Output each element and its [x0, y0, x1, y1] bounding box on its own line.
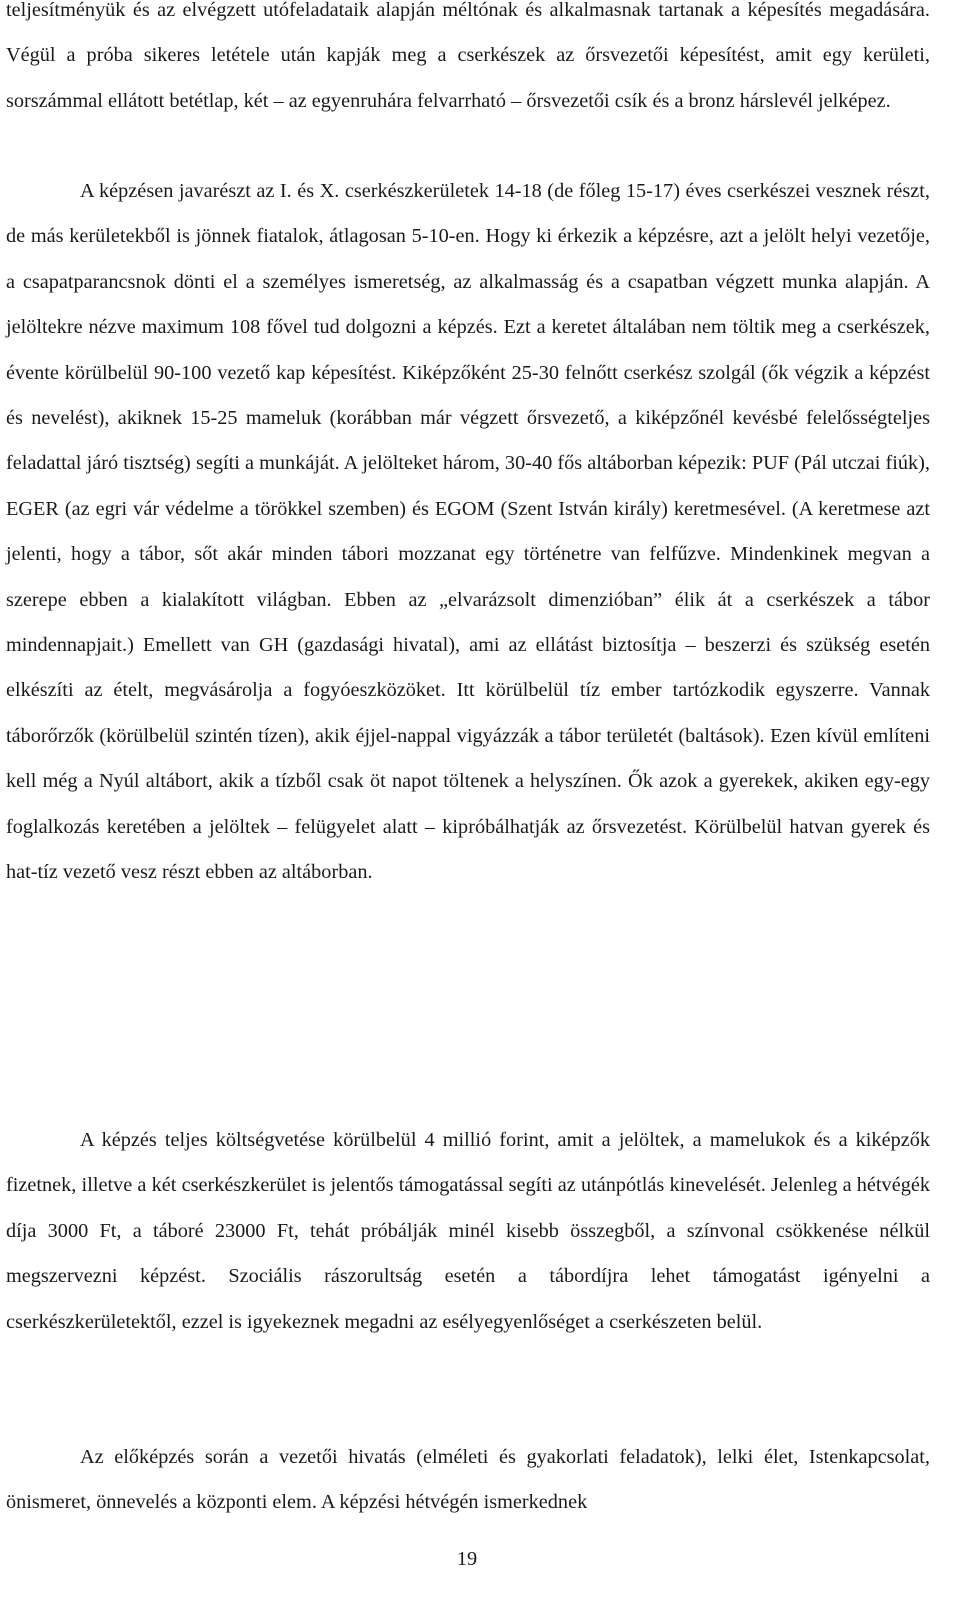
paragraph-budget: A képzés teljes költségvetése körülbelül 4 millió forint, amit a jelöltek, a mamelukok és a kiképzők fizetnek, illetve a két cserkészkerület is jelentős támogatással segíti az utánpótlás kinevelését. Jelenleg a hétvégék díja 3000 Ft, a táboré 23000 Ft, tehát próbálják minél kisebb összegből, a színvonal csökkenése nélkül megszervezni képzést. Szociális rászorultság esetén a tábordíjra lehet támogatást igényelni a cserkészkerületektől, ezzel is igyekeznek megadni az esélyegyenlőséget a cserkészeten belül. [6, 1129, 930, 1333]
paragraph-training-participants: A képzésen javarészt az I. és X. cserkészkerületek 14-18 (de főleg 15-17) éves cserkészei vesznek részt, de más kerületekből is jönnek fiatalok, átlagosan 5-10-en. Hogy ki érkezik a képzésre, azt a jelölt helyi vezetője, a csapatparancsnok dönti el a személyes ismeretség, az alkalmasság és a csapatban végzett munka alapján. A jelöltekre nézve maximum 108 fővel tud dolgozni a képzés. Ezt a keretet általában nem töltik meg a cserkészek, évente körülbelül 90-100 vezető kap képesítést. Kiképzőként 25-30 felnőtt cserkész szolgál (ők végzik a képzést és nevelést), akiknek 15-25 mameluk (korábban már végzett őrsvezető, a kiképzőnél kevésbé felelősségteljes feladattal járó tisztség) segíti a munkáját. A jelölteket három, 30-40 fős altáborban képezik: PUF (Pál utczai fiúk), EGER (az egri vár védelme a törökkel szemben) és EGOM (Szent István király) keretmesével. (A keretmese azt jelenti, hogy a tábor, sőt akár minden tábori mozzanat egy történetre van felfűzve. Mindenkinek megvan a szerepe ebben a kialakított világban. Ebben az „elvarázsolt dimenzióban” élik át a cserkészek a tábor mindennapjait.) Emellett van GH (gazdasági hivatal), ami az ellátást biztosítja – beszerzi és szükség esetén elkészíti az ételt, megvásárolja a fogyóeszközöket. Itt körülbelül tíz ember tartózkodik egyszerre. Vannak táborőrzők (körülbelül szintén tízen), akik éjjel-nappal vigyázzák a tábor területét (baltások). Ezen kívül említeni kell még a Nyúl altábort, akik a tízből csak öt napot töltenek a helyszínen. Ők azok a gyerekek, akiken egy-egy foglalkozás keretében a jelöltek – felügyelet alatt – kipróbálhatják az őrsvezetést. Körülbelül hatvan gyerek és hat-tíz vezető vesz részt ebben az altáborban. [6, 180, 930, 884]
paragraph-pretraining: Az előképzés során a vezetői hivatás (elméleti és gyakorlati feladatok), lelki élet, Istenkapcsolat, önismeret, önnevelés a központi elem. A képzési hétvégén ismerkednek [6, 1446, 930, 1514]
page-number: 19 [456, 1548, 478, 1570]
paragraph-continuation: teljesítményük és az elvégzett utófeladataik alapján méltónak és alkalmasnak tartanak a képesítés megadására. Végül a próba sikeres letétele után kapják meg a cserkészek az őrsvezetői képesítést, amit egy kerületi, sorszámmal ellátott betétlap, két – az egyenruhára felvarrható – őrsvezetői csík és a bronz hárslevél jelképez. [6, 0, 930, 112]
